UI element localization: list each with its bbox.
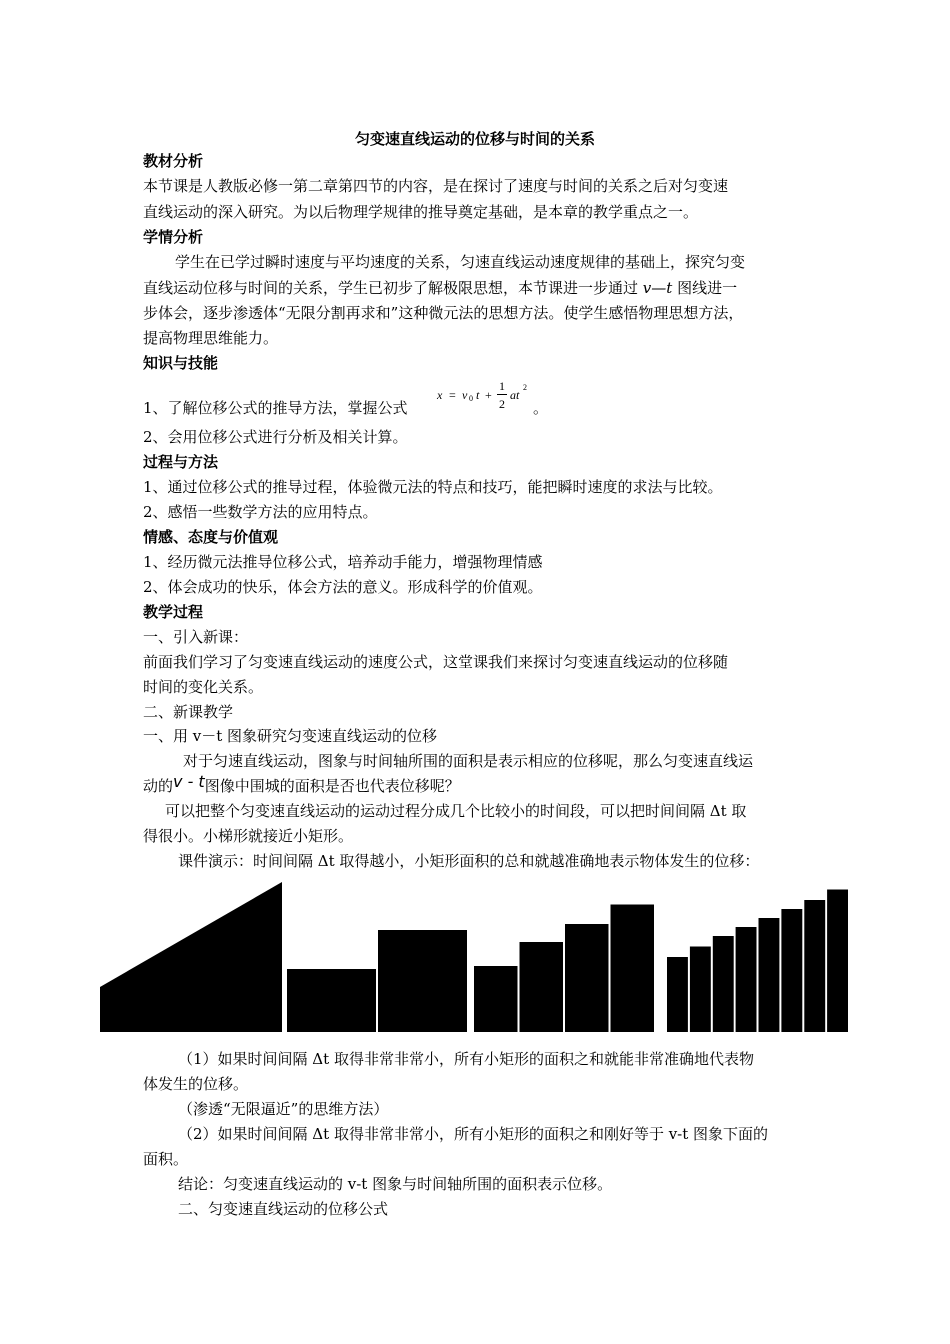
heading-student-analysis: 学情分析 (143, 228, 204, 246)
paragraph-line: 动的v - t图像中围城的面积是否也代表位移呢？ (143, 772, 460, 795)
paragraph-line: 结论：匀变速直线运动的 v-t 图象与时间轴所围的面积表示位移。 (178, 1175, 613, 1193)
paragraph-line: 一、引入新课： (143, 628, 249, 646)
heading-process-method: 过程与方法 (143, 453, 219, 471)
heading-knowledge-skills: 知识与技能 (143, 354, 219, 372)
paragraph-line: 二、匀变速直线运动的位移公式 (178, 1200, 389, 1218)
paragraph-line: 前面我们学习了匀变速直线运动的速度公式，这堂课我们来探讨匀变速直线运动的位移随 (143, 653, 729, 671)
paragraph-line: （2）如果时间间隔 Δt 取得非常非常小，所有小矩形的面积之和刚好等于 v-t 图象下面的 (178, 1125, 769, 1143)
paragraph-line: 得很小。小梯形就接近小矩形。 (143, 827, 354, 845)
four-rects-bar (565, 924, 609, 1032)
two-rects-bar (378, 930, 467, 1032)
paragraph-line: 时间的变化关系。 (143, 678, 264, 696)
eight-rects-bar (736, 927, 757, 1032)
paragraph-line: 面积。 (143, 1150, 189, 1168)
paragraph-line: （1）如果时间间隔 Δt 取得非常非常小，所有小矩形的面积之和就能非常准确地代表物 (178, 1050, 754, 1068)
four-rects-bar (611, 905, 655, 1033)
paragraph-line: 1、通过位移公式的推导过程，体验微元法的特点和技巧，能把瞬时速度的求法与比较。 (143, 478, 723, 496)
paragraph-line: 对于匀速直线运动，图象与时间轴所围的面积是表示相应的位移呢，那么匀变速直线运 (183, 752, 754, 770)
paragraph-line: 直线运动位移与时间的关系，学生已初步了解极限思想，本节课进一步通过 v—t 图线进一 (143, 279, 738, 297)
area-approximation-figure (0, 880, 950, 1040)
eight-rects-bar (690, 947, 711, 1033)
heading-teaching-process: 教学过程 (143, 603, 204, 621)
paragraph-line: 1、了解位移公式的推导方法，掌握公式 (143, 399, 408, 417)
paragraph-line: 2、感悟一些数学方法的应用特点。 (143, 503, 378, 521)
paragraph-line: 步体会，逐步渗透体“无限分割再求和”这种微元法的思想方法。使学生感悟物理思想方法， (143, 304, 744, 322)
page-title: 匀变速直线运动的位移与时间的关系 (354, 130, 595, 148)
paragraph-line: （渗透“无限逼近”的思维方法） (178, 1100, 389, 1118)
eight-rects-bar (804, 900, 825, 1032)
heading-attitude-values: 情感、态度与价值观 (143, 528, 279, 546)
paragraph-line: 体发生的位移。 (143, 1075, 249, 1093)
paragraph-line: 1、经历微元法推导位移公式，培养动手能力，增强物理情感 (143, 553, 543, 571)
paragraph-line: 课件演示：时间间隔 Δt 取得越小，小矩形面积的总和就越准确地表示物体发生的位移： (178, 852, 760, 870)
paragraph-line: 学生在已学过瞬时速度与平均速度的关系，匀速直线运动速度规律的基础上，探究匀变 (175, 253, 746, 271)
paragraph-line: 直线运动的深入研究。为以后物理学规律的推导奠定基础，是本章的教学重点之一。 (143, 203, 699, 221)
four-rects-bar (520, 942, 564, 1032)
eight-rects-bar (759, 918, 780, 1032)
heading-textbook-analysis: 教材分析 (143, 152, 204, 170)
paragraph-line: 一、用 v－t 图象研究匀变速直线运动的位移 (143, 727, 438, 745)
vt-term: v - t (173, 772, 205, 791)
vt-term: v—t (642, 279, 673, 297)
paragraph-line: 2、体会成功的快乐，体会方法的意义。形成科学的价值观。 (143, 578, 543, 596)
eight-rects-bar (667, 957, 688, 1032)
paragraph-line: 本节课是人教版必修一第二章第四节的内容，是在探讨了速度与时间的关系之后对匀变速 (143, 177, 729, 195)
paragraph-line: 提高物理思维能力。 (143, 329, 279, 347)
eight-rects-bar (713, 936, 734, 1032)
paragraph-line: 可以把整个匀变速直线运动的运动过程分成几个比较小的时间段，可以把时间间隔 Δt 取 (165, 802, 747, 820)
trapezoid-area (100, 882, 282, 1032)
displacement-formula: x = v 0 t + 1 2 at 2 (437, 379, 527, 411)
eight-rects-bar (781, 909, 802, 1032)
four-rects-bar (474, 966, 518, 1032)
eight-rects-bar (827, 890, 848, 1033)
two-rects-bar (287, 969, 376, 1032)
paragraph-line: 二、新课教学 (143, 703, 234, 721)
period: 。 (533, 399, 549, 417)
paragraph-line: 2、会用位移公式进行分析及相关计算。 (143, 428, 408, 446)
